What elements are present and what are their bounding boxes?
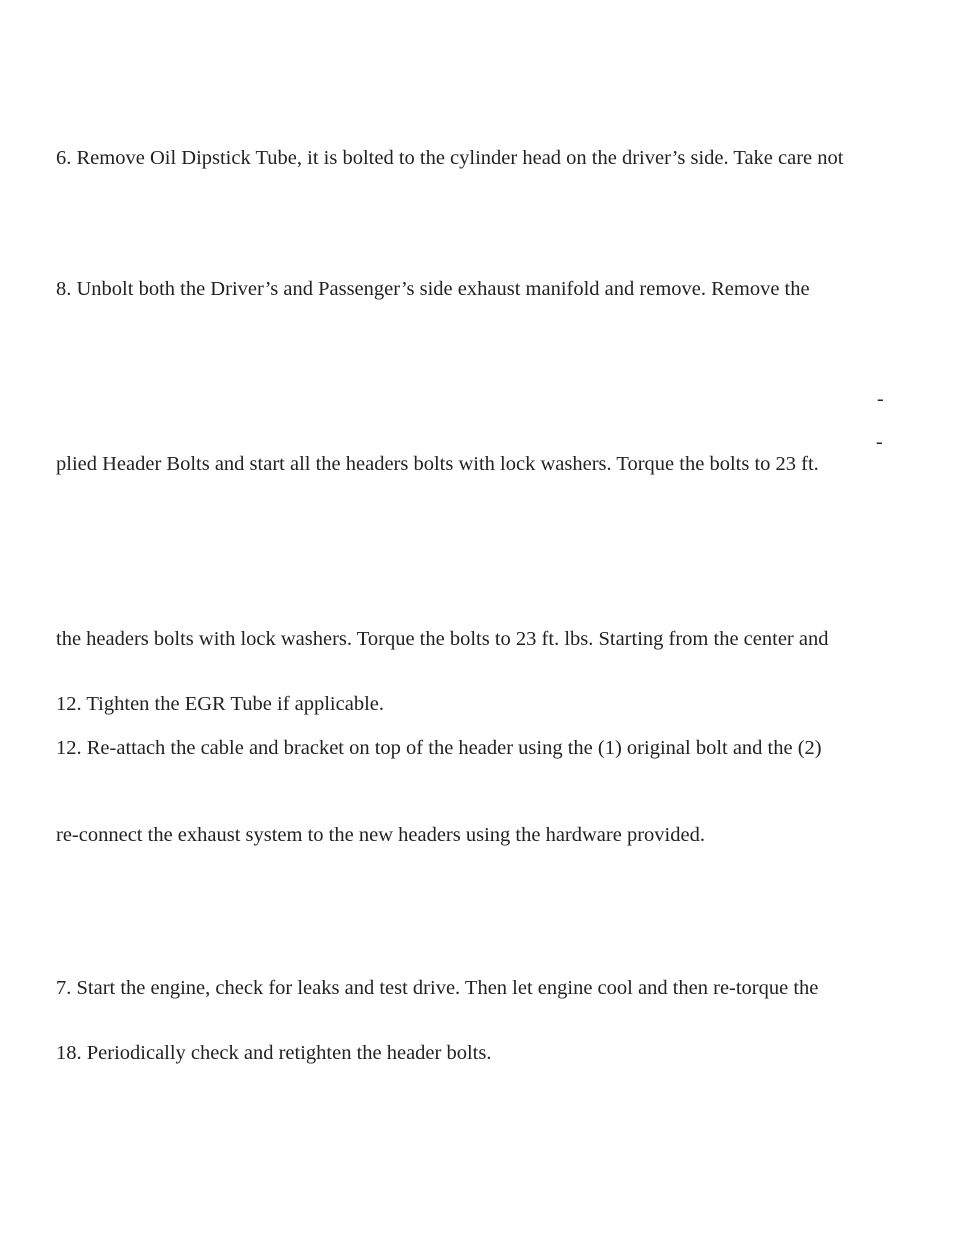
hyphen-mark: -: [876, 431, 883, 453]
instruction-line-reconnect-exhaust: re-connect the exhaust system to the new headers using the hardware provided.: [56, 824, 705, 846]
instruction-line-periodic-check: 18. Periodically check and retighten the header bolts.: [56, 1042, 492, 1064]
instruction-line-header-bolts: plied Header Bolts and start all the headers bolts with lock washers. Torque the bolts to 23 ft.: [56, 453, 819, 475]
instruction-line-exhaust-manifold: 8. Unbolt both the Driver’s and Passenger’s side exhaust manifold and remove. Remove the: [56, 278, 810, 300]
instruction-line-torque-bolts: the headers bolts with lock washers. Torque the bolts to 23 ft. lbs. Starting from the center and: [56, 628, 829, 650]
instruction-line-dipstick: 6. Remove Oil Dipstick Tube, it is bolted to the cylinder head on the driver’s side. Take care not: [56, 147, 844, 169]
instruction-line-egr-tube: 12. Tighten the EGR Tube if applicable.: [56, 693, 384, 715]
instruction-line-start-engine: 7. Start the engine, check for leaks and test drive. Then let engine cool and then re-torque the: [56, 977, 819, 999]
hyphen-mark: -: [877, 388, 884, 410]
instruction-line-reattach-cable: 12. Re-attach the cable and bracket on top of the header using the (1) original bolt and the (2): [56, 737, 822, 759]
